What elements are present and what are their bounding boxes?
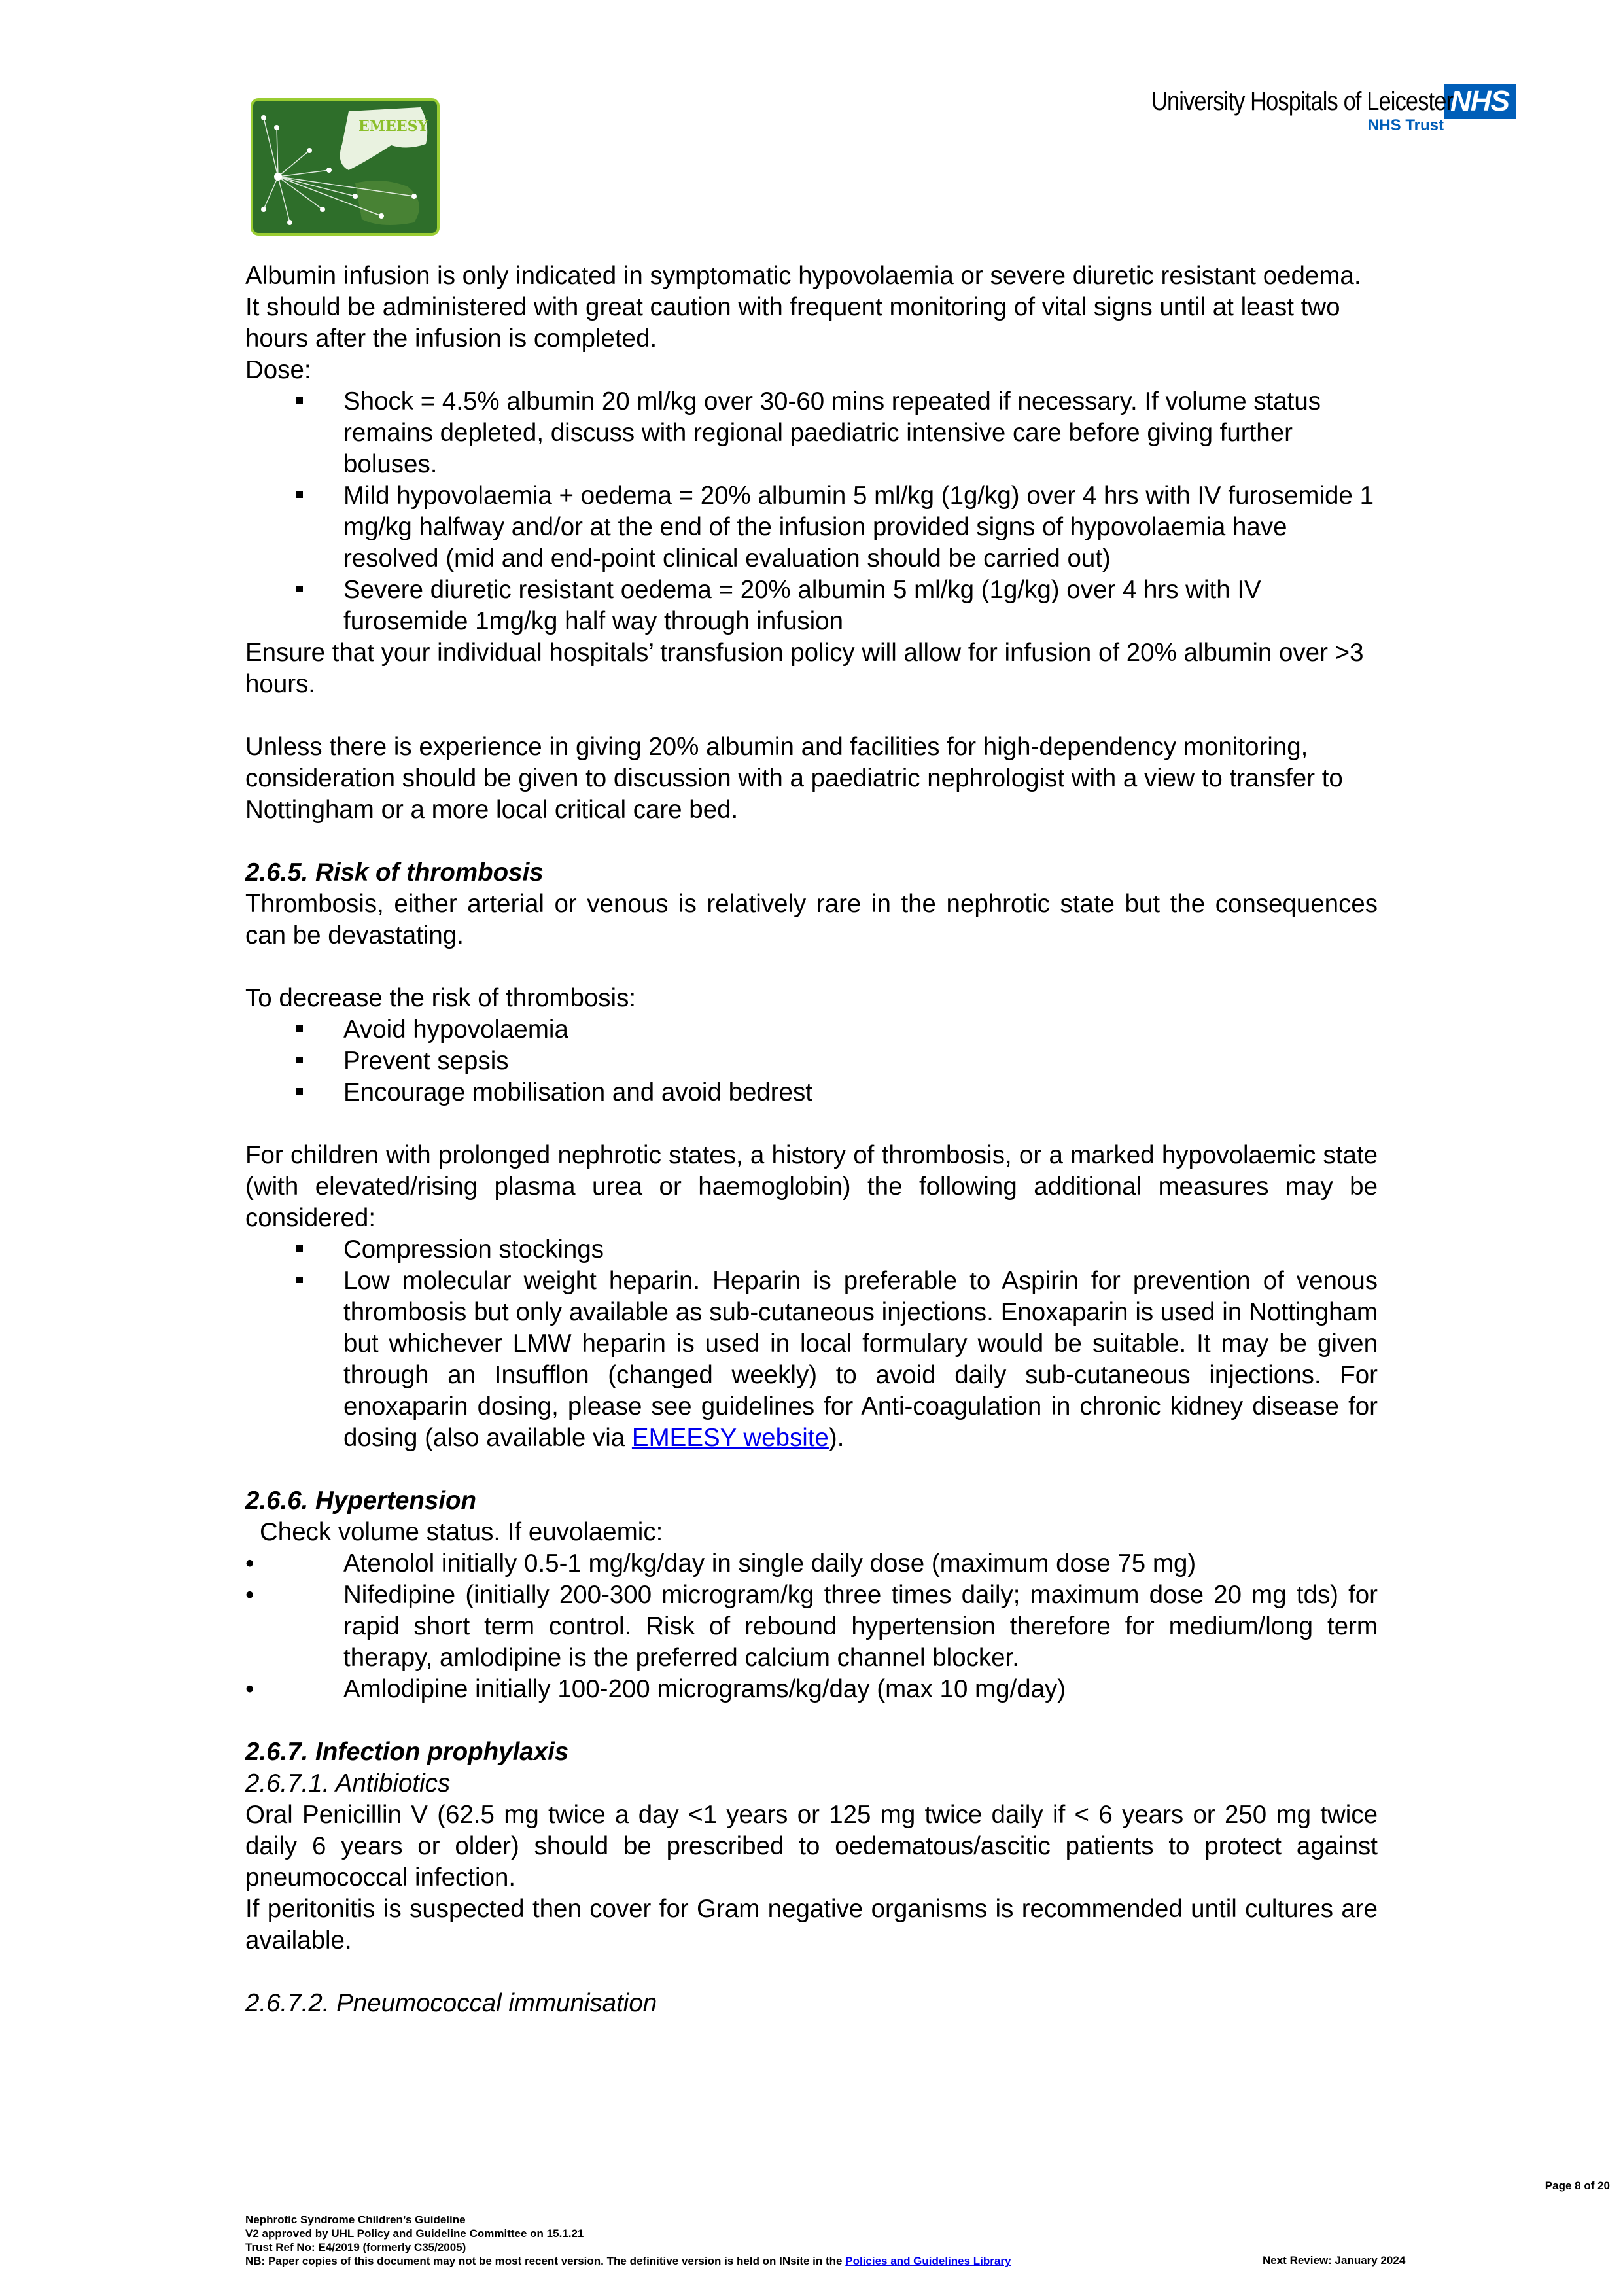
list-item: Severe diuretic resistant oedema = 20% albumin 5 ml/kg (1g/kg) over 4 hrs with IV furosemide 1mg/kg half way through infusion (245, 574, 1378, 637)
list-item: Mild hypovolaemia + oedema = 20% albumin 5 ml/kg (1g/kg) over 4 hrs with IV furosemide 1 mg/kg halfway and/or at the end of the infusion provided signs of hypovolaemia have resolved (mid and end-point clinical evaluation should be carried out) (245, 480, 1378, 574)
dose-label: Dose: (245, 356, 311, 384)
footer-line: Nephrotic Syndrome Children’s Guideline (245, 2214, 466, 2226)
list-item: Prevent sepsis (245, 1046, 1378, 1077)
next-review: Next Review: January 2024 (1263, 2254, 1406, 2267)
measure-text: Low molecular weight heparin. Heparin is preferable to Aspirin for prevention of venous thrombosis but only available as sub-cutaneous injections. Enoxaparin is used in Nottingham but whichever LMW heparin is used in local formulary would be suitable. It may be given through an Insufflon (changed weekly) to avoid daily sub-cutaneous injections. For enoxaparin dosing, please see guidelines for Anti-coagulation in chronic kidney disease for dosing (also available via (343, 1267, 1378, 1452)
list-item: • Nifedipine (initially 200-300 microgram/kg three times daily; maximum dose 20 mg tds) for rapid short term control. Risk of rebound hypertension therefore for medium/long term therapy, amlodipine is the preferred calcium channel blocker. (245, 1580, 1378, 1674)
logo-text: EMEESY (358, 118, 428, 135)
trust-label: NHS Trust (1367, 116, 1444, 134)
nhs-badge: NHS (1444, 84, 1516, 119)
subsection-heading: 2.6.7.2. Pneumococcal immunisation (245, 1989, 657, 2017)
paragraph: Albumin infusion is only indicated in symptomatic hypovolaemia or severe diuretic resistant oedema. It should be administered with great caution with frequent monitoring of vital signs until at least two hours after the infusion is completed. (245, 262, 1361, 353)
policies-library-link[interactable]: Policies and Guidelines Library (845, 2255, 1011, 2267)
list-item: Encourage mobilisation and avoid bedrest (245, 1077, 1378, 1108)
paragraph: For children with prolonged nephrotic states, a history of thrombosis, or a marked hypovolaemic state (with elevated/rising plasma urea or haemoglobin) the following additional measures may be considered: (245, 1141, 1378, 1232)
section-heading: 2.6.5. Risk of thrombosis (245, 858, 544, 887)
list-item: Avoid hypovolaemia (245, 1014, 1378, 1046)
document-body (245, 260, 1378, 2019)
hypertension-drug-list (245, 1548, 1378, 1705)
footer-line (245, 2254, 1011, 2268)
footer-line: Trust Ref No: E4/2019 (formerly C35/2005) (245, 2241, 466, 2253)
additional-measures-list (245, 1234, 1378, 1454)
list-item (245, 1265, 1378, 1454)
emeesy-website-link[interactable]: EMEESY website (631, 1424, 829, 1452)
list-item: • Atenolol initially 0.5-1 mg/kg/day in single daily dose (maximum dose 75 mg) (245, 1548, 1378, 1580)
footer-line: V2 approved by UHL Policy and Guideline Committee on 15.1.21 (245, 2227, 584, 2240)
list-item: Shock = 4.5% albumin 20 ml/kg over 30-60 mins repeated if necessary. If volume status remains depleted, discuss with regional paediatric intensive care before giving further boluses. (245, 386, 1378, 480)
thrombosis-risk-list (245, 1014, 1378, 1108)
footer-note: NB: Paper copies of this document may not be most recent version. The definitive version is held on INsite in the (245, 2255, 843, 2267)
list-item: Compression stockings (245, 1234, 1378, 1265)
section-heading: 2.6.7. Infection prophylaxis (245, 1738, 569, 1766)
subsection-heading: 2.6.7.1. Antibiotics (245, 1769, 451, 1797)
section-heading: 2.6.6. Hypertension (245, 1487, 477, 1515)
list-item: • Amlodipine initially 100-200 micrograms/kg/day (max 10 mg/day) (245, 1674, 1378, 1705)
measure-end: ). (828, 1424, 845, 1452)
paragraph: Check volume status. If euvolaemic: (260, 1518, 663, 1546)
paragraph: To decrease the risk of thrombosis: (245, 984, 637, 1012)
paragraph: Unless there is experience in giving 20% albumin and facilities for high-dependency monitoring, consideration should be given to discussion with a paediatric nephrologist with a view to transfer to Nottingham or a more local critical care bed. (245, 733, 1343, 824)
paragraph: Thrombosis, either arterial or venous is relatively rare in the nephrotic state but the consequences can be devastating. (245, 890, 1378, 949)
org-header (1102, 84, 1516, 135)
paragraph: Oral Penicillin V (62.5 mg twice a day <1 years or 125 mg twice daily if < 6 years or 250 mg twice daily 6 years or older) should be prescribed to oedematous/ascitic patients to protect against pneumococcal infection. (245, 1801, 1378, 1892)
emeesy-logo (251, 98, 440, 236)
page-number: Page 8 of 20 (1544, 2180, 1610, 2192)
paragraph: Ensure that your individual hospitals’ transfusion policy will allow for infusion of 20% albumin over >3 hours. (245, 639, 1364, 698)
org-name: University Hospitals of Leicester (1151, 86, 1454, 116)
dose-list (245, 386, 1378, 637)
paragraph: If peritonitis is suspected then cover for Gram negative organisms is recommended until cultures are available. (245, 1895, 1378, 1954)
